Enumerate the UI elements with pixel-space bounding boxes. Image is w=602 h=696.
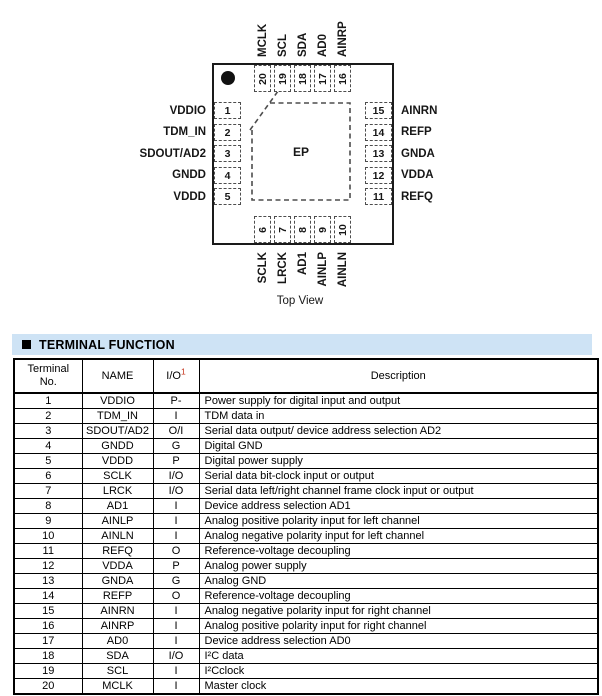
cell-description: Digital GND — [199, 439, 598, 454]
cell-description: Serial data output/ device address selection AD2 — [199, 424, 598, 439]
pin-label-sclk: SCLK — [257, 252, 269, 284]
pin-label-ainlp: AINLP — [317, 252, 329, 287]
cell-io: G — [153, 439, 199, 454]
cell-name: AD1 — [82, 499, 153, 514]
cell-terminal-no: 5 — [14, 454, 82, 469]
cell-description: Device address selection AD0 — [199, 634, 598, 649]
cell-io: P — [153, 559, 199, 574]
cell-description: Device address selection AD1 — [199, 499, 598, 514]
cell-description: Reference-voltage decoupling — [199, 544, 598, 559]
io-label: I/O — [166, 369, 181, 382]
cell-io: I — [153, 679, 199, 695]
cell-terminal-no: 4 — [14, 439, 82, 454]
cell-name: AINLP — [82, 514, 153, 529]
cell-io: I — [153, 529, 199, 544]
pin-label-mclk: MCLK — [257, 23, 269, 57]
chip-pinout-diagram — [0, 0, 602, 332]
pin-label-ainrn: AINRN — [401, 105, 438, 117]
pin-label-scl: SCL — [277, 34, 289, 57]
table-row — [14, 619, 598, 634]
pin-box-4 — [214, 167, 241, 184]
pin-box-19 — [274, 65, 291, 92]
pin-number: 20 — [256, 72, 269, 85]
pin-number: 18 — [296, 72, 309, 85]
cell-description: Analog negative polarity input for right channel — [199, 604, 598, 619]
col-header-terminal-line1: Terminal — [27, 363, 70, 375]
pin-number: 10 — [336, 223, 349, 236]
cell-terminal-no: 20 — [14, 679, 82, 695]
cell-terminal-no: 8 — [14, 499, 82, 514]
cell-name: MCLK — [82, 679, 153, 695]
section-title: TERMINAL FUNCTION — [39, 337, 175, 352]
cell-description: Serial data left/right channel frame clock input or output — [199, 484, 598, 499]
pin-label-gndd: GNDD — [172, 169, 206, 181]
pin-label-refp: REFP — [401, 126, 432, 138]
cell-name: GNDD — [82, 439, 153, 454]
pin-number: 13 — [372, 147, 385, 160]
pin-label-vddio: VDDIO — [169, 105, 206, 117]
pin-label-tdm-in: TDM_IN — [163, 126, 206, 138]
cell-terminal-no: 12 — [14, 559, 82, 574]
pin-number: 11 — [372, 190, 385, 203]
pin-label-ad1: AD1 — [297, 252, 309, 276]
cell-io: I — [153, 499, 199, 514]
cell-io: I — [153, 409, 199, 424]
table-row — [14, 574, 598, 589]
pin-number: 5 — [224, 190, 231, 203]
col-header-io — [153, 359, 199, 393]
pin-label-sda: SDA — [297, 32, 309, 57]
section-header — [12, 334, 592, 355]
cell-name: REFQ — [82, 544, 153, 559]
pin-label-sdout-ad2: SDOUT/AD2 — [139, 148, 206, 160]
cell-name: SCLK — [82, 469, 153, 484]
table-row — [14, 649, 598, 664]
cell-terminal-no: 15 — [14, 604, 82, 619]
table-row — [14, 634, 598, 649]
pin-number: 3 — [224, 147, 231, 160]
ep-label: EP — [292, 145, 309, 159]
table-row — [14, 604, 598, 619]
cell-name: GNDA — [82, 574, 153, 589]
cell-terminal-no: 19 — [14, 664, 82, 679]
cell-name: AINRP — [82, 619, 153, 634]
cell-name: AD0 — [82, 634, 153, 649]
cell-description: Analog negative polarity input for left channel — [199, 529, 598, 544]
cell-description: Master clock — [199, 679, 598, 695]
pin-label-ainln: AINLN — [337, 252, 349, 288]
cell-io: I — [153, 514, 199, 529]
col-header-name: NAME — [82, 359, 153, 393]
cell-description: TDM data in — [199, 409, 598, 424]
cell-name: AINLN — [82, 529, 153, 544]
table-row — [14, 514, 598, 529]
pin-label-lrck: LRCK — [277, 252, 289, 284]
cell-terminal-no: 17 — [14, 634, 82, 649]
table-row — [14, 544, 598, 559]
terminal-function-table — [13, 358, 599, 695]
pin-box-18 — [294, 65, 311, 92]
cell-description: Analog power supply — [199, 559, 598, 574]
cell-terminal-no: 13 — [14, 574, 82, 589]
table-row — [14, 664, 598, 679]
cell-terminal-no: 2 — [14, 409, 82, 424]
pin-box-16 — [334, 65, 351, 92]
pin-label-ainrp: AINRP — [337, 21, 349, 57]
cell-description: Analog positive polarity input for left channel — [199, 514, 598, 529]
cell-io: I/O — [153, 469, 199, 484]
pin-label-gnda: GNDA — [401, 148, 435, 160]
pin-label-vddd: VDDD — [173, 191, 206, 203]
pin-box-11 — [365, 188, 392, 205]
pin-number: 19 — [276, 72, 289, 85]
cell-io: O/I — [153, 424, 199, 439]
cell-terminal-no: 18 — [14, 649, 82, 664]
cell-name: VDDD — [82, 454, 153, 469]
cell-name: VDDA — [82, 559, 153, 574]
pin-box-6 — [254, 216, 271, 243]
table-row — [14, 469, 598, 484]
cell-name: SCL — [82, 664, 153, 679]
pin-number: 9 — [316, 226, 329, 233]
table-row — [14, 454, 598, 469]
cell-name: SDOUT/AD2 — [82, 424, 153, 439]
io-footnote-superscript: 1 — [180, 365, 186, 376]
table-row — [14, 484, 598, 499]
cell-io: I — [153, 619, 199, 634]
cell-io: I — [153, 664, 199, 679]
pin-box-7 — [274, 216, 291, 243]
pin-number: 14 — [372, 126, 385, 139]
cell-name: REFP — [82, 589, 153, 604]
pin-box-9 — [314, 216, 331, 243]
top-view-caption: Top View — [276, 295, 324, 307]
table-row — [14, 393, 598, 409]
table-row — [14, 529, 598, 544]
cell-terminal-no: 10 — [14, 529, 82, 544]
col-header-terminal-line2: No. — [39, 376, 57, 388]
pin-number: 12 — [372, 169, 385, 182]
cell-description: Serial data bit-clock input or output — [199, 469, 598, 484]
pin1-chamfer-mark — [250, 87, 281, 130]
cell-name: VDDIO — [82, 393, 153, 409]
pin-box-2 — [214, 124, 241, 141]
cell-name: SDA — [82, 649, 153, 664]
pin-box-3 — [214, 145, 241, 162]
pin-number: 2 — [224, 126, 231, 139]
pin-box-17 — [314, 65, 331, 92]
cell-io: I — [153, 604, 199, 619]
cell-terminal-no: 9 — [14, 514, 82, 529]
cell-terminal-no: 11 — [14, 544, 82, 559]
cell-terminal-no: 7 — [14, 484, 82, 499]
pin-box-12 — [365, 167, 392, 184]
pin-label-vdda: VDDA — [401, 169, 434, 181]
pin-number: 6 — [256, 226, 269, 233]
cell-io: O — [153, 589, 199, 604]
cell-description: Power supply for digital input and output — [199, 393, 598, 409]
table-row — [14, 499, 598, 514]
cell-description: Digital power supply — [199, 454, 598, 469]
pin-box-14 — [365, 124, 392, 141]
table-row — [14, 589, 598, 604]
pin-number: 4 — [224, 169, 231, 182]
cell-io: I/O — [153, 484, 199, 499]
pin-box-8 — [294, 216, 311, 243]
cell-terminal-no: 16 — [14, 619, 82, 634]
pin-box-1 — [214, 102, 241, 119]
pin-label-ad0: AD0 — [317, 33, 329, 57]
cell-name: AINRN — [82, 604, 153, 619]
table-row — [14, 559, 598, 574]
cell-io: G — [153, 574, 199, 589]
table-row — [14, 409, 598, 424]
pin-number: 17 — [316, 72, 329, 85]
cell-io: I — [153, 634, 199, 649]
table-header-row — [14, 359, 598, 393]
square-bullet-icon — [22, 340, 31, 349]
cell-description: Analog positive polarity input for right channel — [199, 619, 598, 634]
cell-name: TDM_IN — [82, 409, 153, 424]
cell-io: O — [153, 544, 199, 559]
pin-box-20 — [254, 65, 271, 92]
table-row — [14, 439, 598, 454]
cell-description: I²C data — [199, 649, 598, 664]
pin-number: 15 — [372, 104, 385, 117]
pin-label-refq: REFQ — [401, 191, 433, 203]
cell-terminal-no: 3 — [14, 424, 82, 439]
cell-terminal-no: 1 — [14, 393, 82, 409]
pin-number: 8 — [296, 226, 309, 233]
col-header-description: Description — [199, 359, 598, 393]
cell-name: LRCK — [82, 484, 153, 499]
cell-terminal-no: 14 — [14, 589, 82, 604]
pin-number: 16 — [336, 72, 349, 85]
pin-box-13 — [365, 145, 392, 162]
table-row — [14, 679, 598, 695]
cell-description: I²Cclock — [199, 664, 598, 679]
cell-description: Analog GND — [199, 574, 598, 589]
pin-number: 1 — [224, 104, 231, 117]
pin-number: 7 — [276, 226, 289, 233]
pin-box-10 — [334, 216, 351, 243]
cell-terminal-no: 6 — [14, 469, 82, 484]
table-row — [14, 424, 598, 439]
cell-description: Reference-voltage decoupling — [199, 589, 598, 604]
cell-io: P — [153, 454, 199, 469]
cell-io: I/O — [153, 649, 199, 664]
pin-box-5 — [214, 188, 241, 205]
col-header-terminal-no — [14, 359, 82, 393]
pin-box-15 — [365, 102, 392, 119]
cell-io: P- — [153, 393, 199, 409]
